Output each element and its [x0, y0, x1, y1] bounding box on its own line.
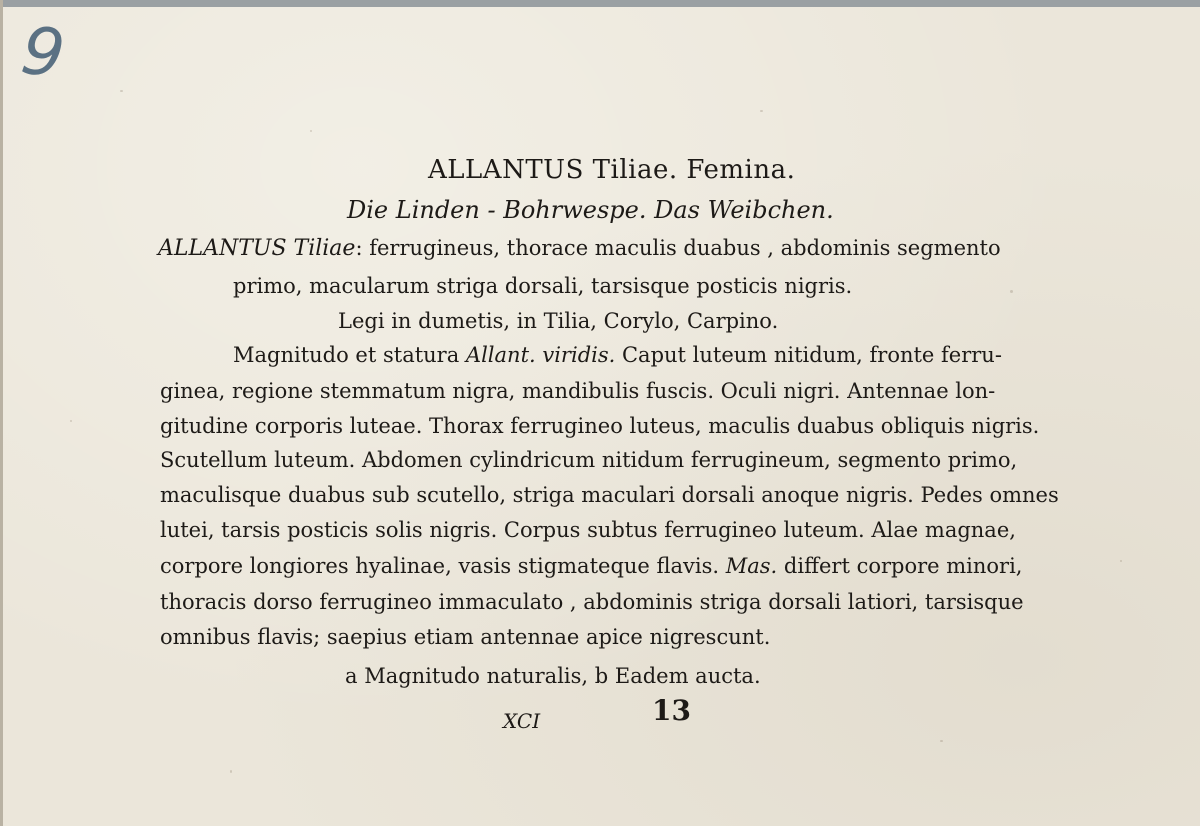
- plate-number: 13: [652, 694, 691, 727]
- description-line-6: lutei, tarsis posticis solis nigris. Corpus subtus ferrugineo luteum. Alae magnae,: [160, 518, 1016, 542]
- paper-fleck: [1120, 560, 1122, 562]
- description-text: differt corpore minori,: [777, 554, 1023, 578]
- paper-fleck: [310, 130, 312, 132]
- page-left-edge: [0, 0, 3, 826]
- description-line-8: thoracis dorso ferrugineo immaculato , abdominis striga dorsali latiori, tarsisque: [160, 590, 1024, 614]
- german-subtitle: Die Linden - Bohrwespe. Das Weibchen.: [347, 196, 834, 224]
- paper-fleck: [230, 770, 232, 773]
- paper-fleck: [760, 110, 763, 112]
- description-line-2: ginea, regione stemmatum nigra, mandibulis fuscis. Oculi nigri. Antennae lon-: [160, 379, 996, 403]
- page-top-edge: [0, 0, 1200, 7]
- description-line-1: [233, 345, 1002, 366]
- description-text: corpore longiores hyalinae, vasis stigmateque flavis.: [160, 554, 726, 578]
- figure-caption: a Magnitudo naturalis, b Eadem aucta.: [345, 664, 761, 688]
- diagnosis-line-2: primo, macularum striga dorsali, tarsisque posticis nigris.: [233, 274, 853, 298]
- paper-fleck: [1010, 290, 1013, 293]
- description-line-9: omnibus flavis; saepius etiam antennae apice nigrescunt.: [160, 625, 771, 649]
- description-text: Magnitudo et statura: [233, 343, 466, 367]
- diagnosis-line-1: [158, 238, 1001, 260]
- paper-fleck: [120, 90, 123, 92]
- paper-fleck: [940, 740, 943, 742]
- description-line-5: maculisque duabus sub scutello, striga maculari dorsali anoque nigris. Pedes omnes: [160, 483, 1059, 507]
- description-text: Caput luteum nitidum, fronte ferru-: [615, 343, 1002, 367]
- description-line-3: gitudine corporis luteae. Thorax ferrugineo luteus, maculis duabus obliquis nigris.: [160, 414, 1040, 438]
- pencil-page-number: 9: [16, 11, 70, 94]
- diagnosis-text: : ferrugineus, thorace maculis duabus , abdominis segmento: [355, 236, 1001, 260]
- description-italic-ref: Allant. viridis.: [465, 343, 616, 367]
- species-title: ALLANTUS Tiliae. Femina.: [428, 155, 796, 185]
- collection-note: Legi in dumetis, in Tilia, Corylo, Carpino.: [338, 309, 779, 333]
- description-line-4: Scutellum luteum. Abdomen cylindricum nitidum ferrugineum, segmento primo,: [160, 448, 1018, 472]
- plate-roman-numeral: XCI: [503, 709, 541, 733]
- diagnosis-species-name: ALLANTUS Tiliae: [158, 236, 356, 261]
- description-line-7: [160, 556, 1022, 577]
- paper-fleck: [70, 420, 72, 422]
- description-italic-mas: Mas.: [725, 554, 778, 578]
